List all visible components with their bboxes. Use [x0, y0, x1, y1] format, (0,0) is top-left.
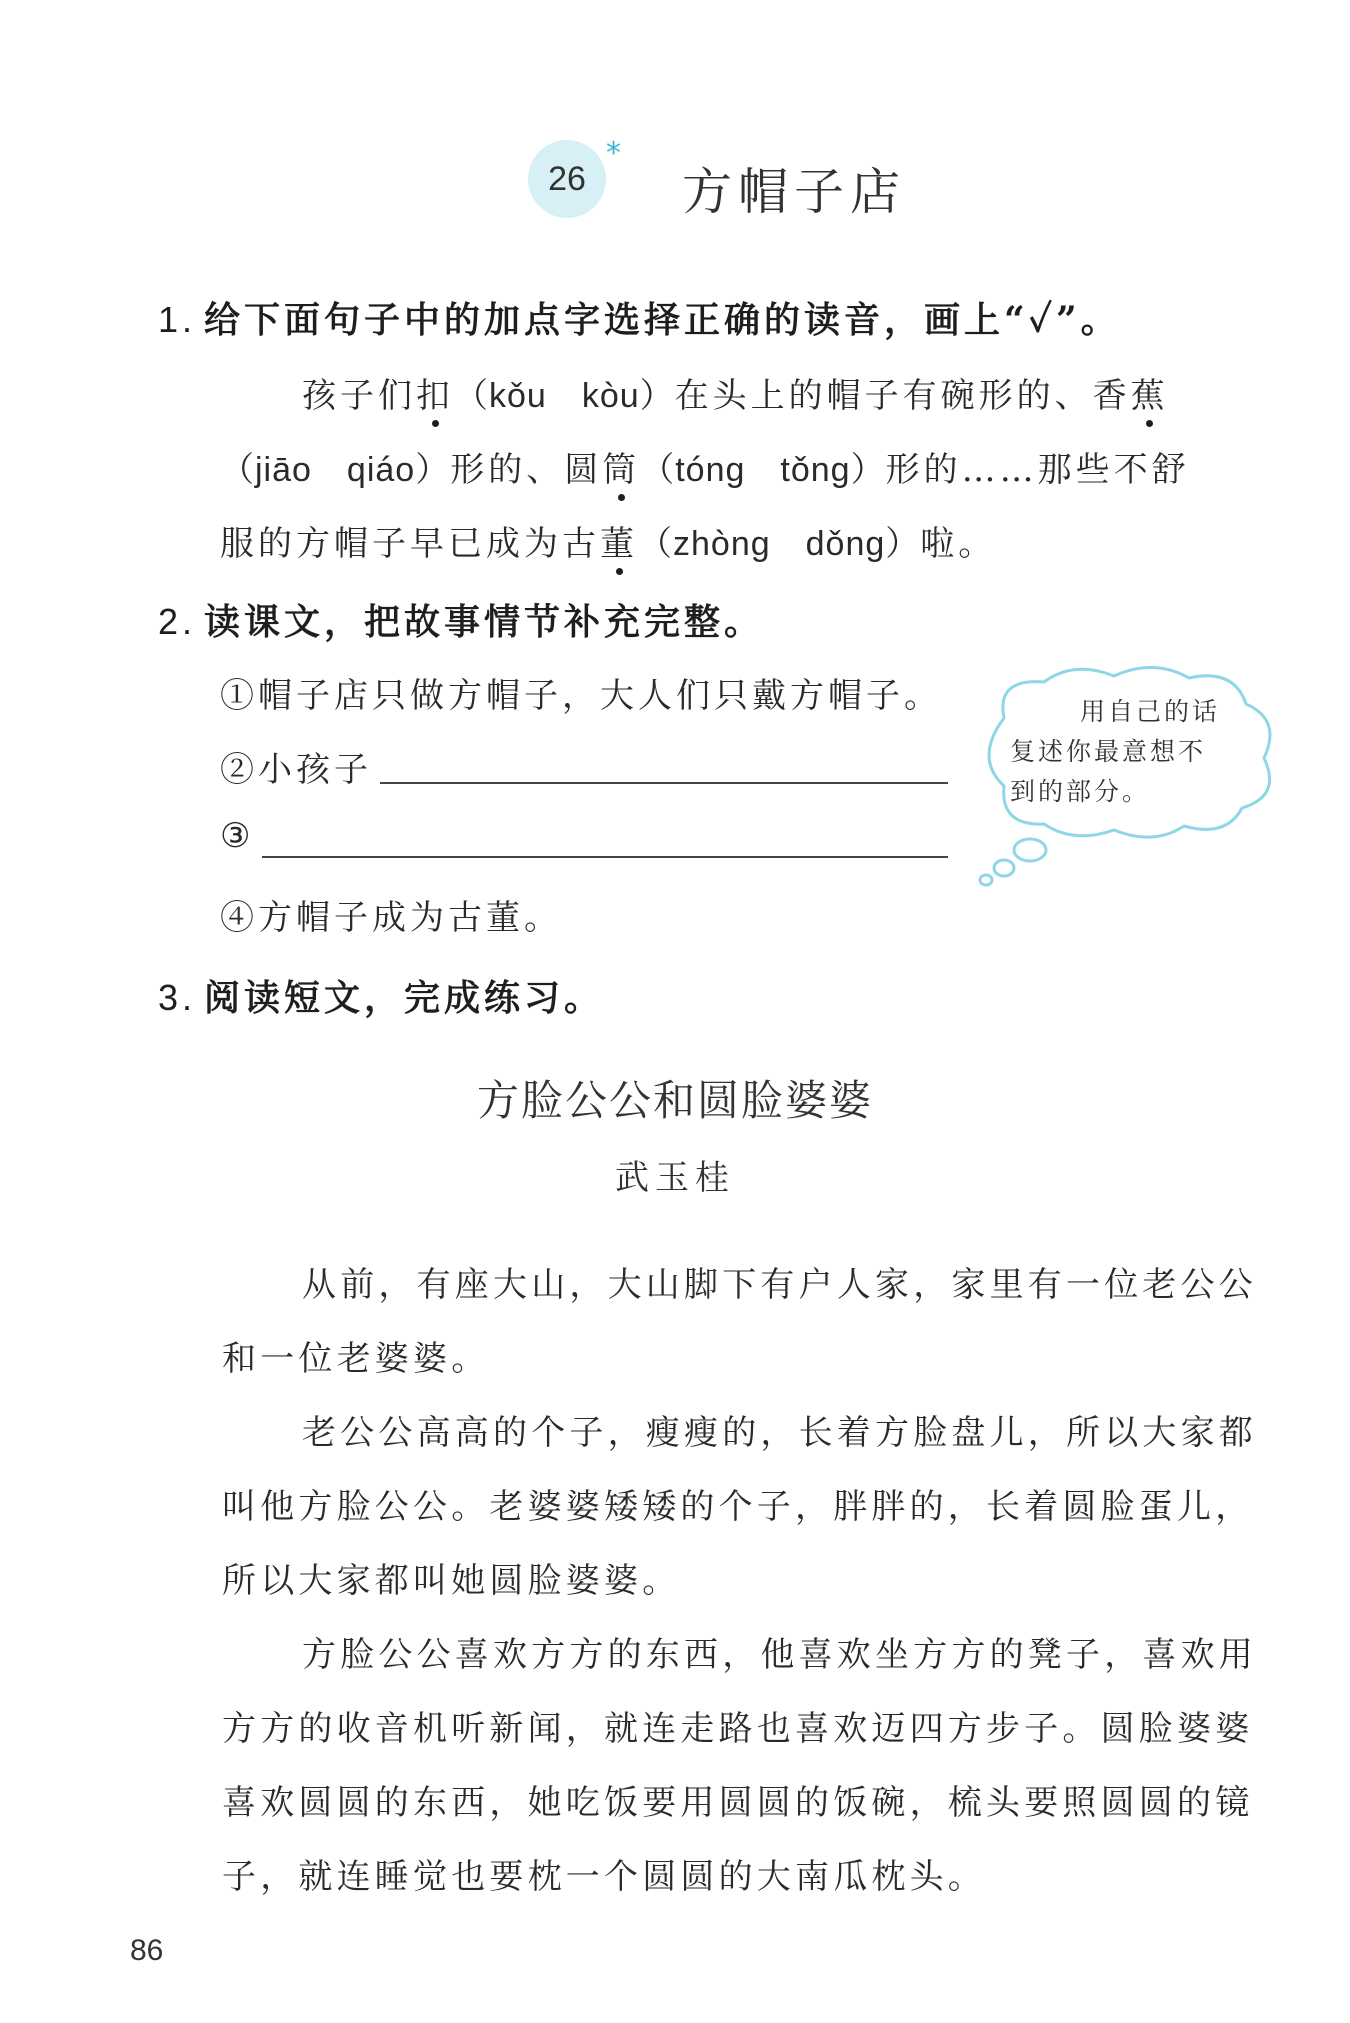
question-2-heading: [158, 594, 764, 645]
plot-item-3-label: ③: [220, 816, 255, 856]
plot-item-2-label: ②小孩子: [220, 750, 372, 790]
bubble-line: 到的部分。: [1010, 777, 1151, 806]
plot-item-1: ①帽子店只做方帽子，大人们只戴方帽子。: [220, 676, 942, 716]
question-1-line-3: [220, 516, 996, 565]
question-3-prompt: 阅读短文，完成练习。: [204, 977, 605, 1019]
lesson-number: 26: [548, 159, 586, 198]
passage-paragraph: 老公公高高的个子，瘦瘦的，长着方脸盘儿，所以大家都叫他方脸公公。老婆婆矮矮的个子，胖胖的，长着圆脸蛋儿，所以大家都叫她圆脸婆婆。: [222, 1413, 1257, 1601]
page-number: 86: [130, 1934, 164, 1967]
text-segment: 啦。: [920, 524, 997, 564]
question-2-number: 2.: [158, 601, 197, 642]
plot-item-3-blank[interactable]: [262, 856, 948, 858]
dotted-char: 董: [600, 516, 638, 565]
hint-thought-bubble: [988, 672, 1272, 822]
plot-item-2-blank[interactable]: [380, 782, 948, 784]
pinyin-choice[interactable]: （zhòng dǒng）: [638, 525, 921, 563]
lesson-number-badge: [528, 140, 606, 218]
passage-paragraph: 方脸公公喜欢方方的东西，他喜欢坐方方的凳子，喜欢用方方的收音机听新闻，就连走路也喜欢迈四方步子。圆脸婆婆喜欢圆圆的东西，她吃饭要用圆圆的饭碗，梳头要照圆圆的镜子，就连睡觉也要枕一个圆圆的大南瓜枕头。: [222, 1635, 1257, 1897]
text-segment: 孩子们: [302, 376, 416, 416]
text-segment: 服的方帽子早已成为古: [220, 524, 600, 564]
text-segment: 形的、圆: [450, 450, 603, 490]
question-1-heading: [158, 292, 1121, 343]
text-segment: 形的……那些不舒: [885, 450, 1190, 490]
question-1-prompt: 给下面句子中的加点字选择正确的读音，画上“✓”。: [204, 299, 1121, 341]
dotted-char: 扣: [416, 368, 454, 417]
question-3-heading: [158, 970, 604, 1021]
pinyin-choice[interactable]: （kǒu kòu）: [454, 377, 675, 415]
question-1-line-2: [220, 442, 1190, 491]
lesson-star-mark: *: [606, 136, 621, 171]
dotted-char: 筒: [602, 442, 640, 491]
dotted-char: 蕉: [1131, 368, 1169, 417]
passage-paragraph: 从前，有座大山，大山脚下有户人家，家里有一位老公公和一位老婆婆。: [222, 1265, 1257, 1379]
question-2-prompt: 读课文，把故事情节补充完整。: [204, 601, 765, 643]
passage-author: 武玉桂: [615, 1158, 735, 1198]
question-1-line-1: [302, 368, 1169, 417]
bubble-line: 复述你最意想不: [1010, 737, 1207, 766]
passage-body: [222, 1248, 1282, 1914]
lesson-title: 方帽子店: [682, 163, 906, 221]
pinyin-choice[interactable]: （tóng tǒng）: [640, 451, 886, 489]
bubble-hint-text: [1010, 692, 1250, 812]
question-3-number: 3.: [158, 977, 197, 1018]
question-1-number: 1.: [158, 299, 197, 340]
passage-title: 方脸公公和圆脸婆婆: [476, 1076, 873, 1125]
plot-item-4: ④方帽子成为古董。: [220, 898, 562, 938]
text-segment: 在头上的帽子有碗形的、香: [674, 376, 1131, 416]
bubble-line: 用自己的话: [1080, 697, 1221, 726]
pinyin-choice[interactable]: （jiāo qiáo）: [220, 451, 451, 489]
